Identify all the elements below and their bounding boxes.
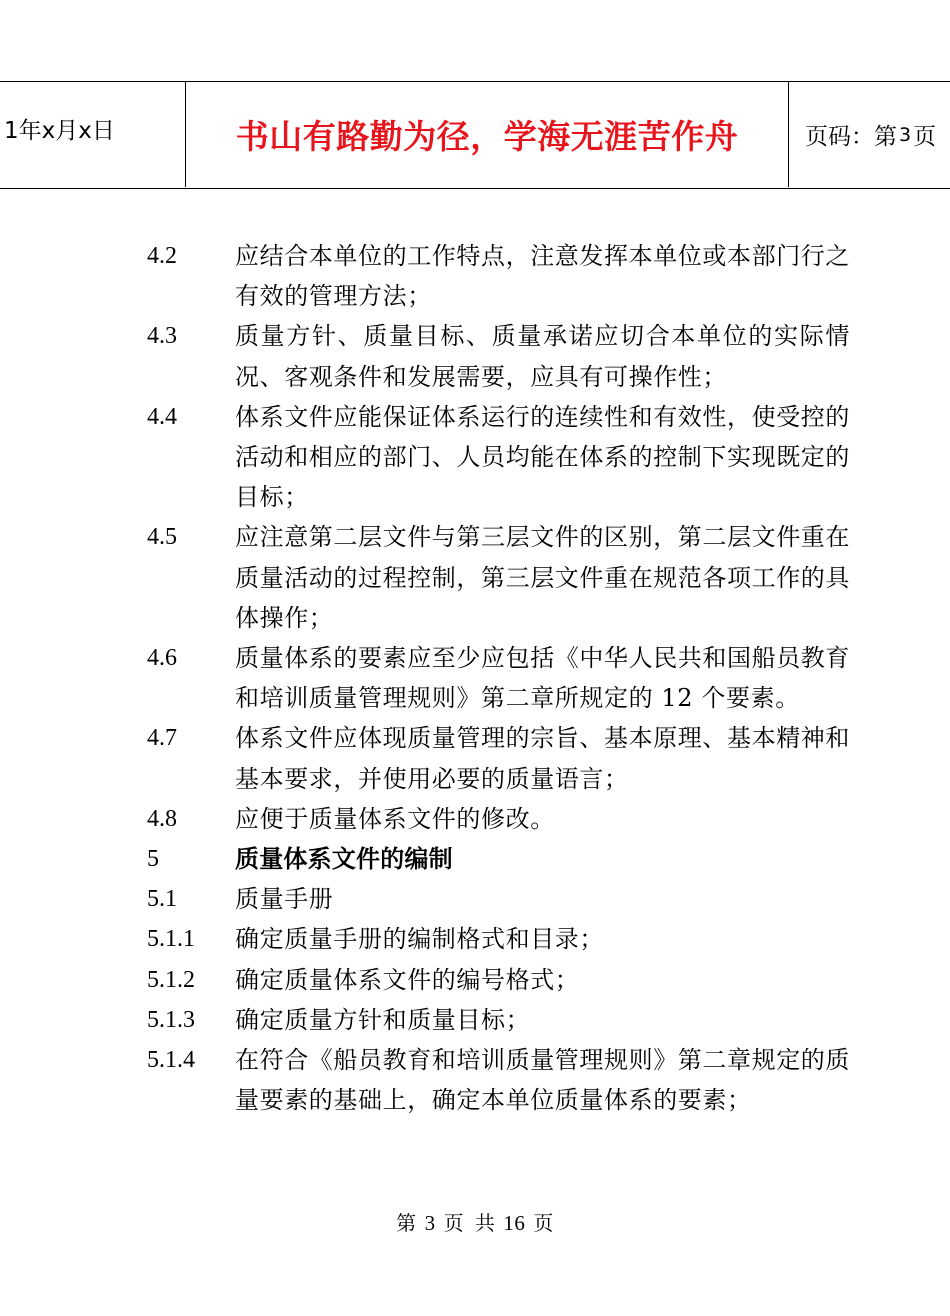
- section-number: 5: [147, 846, 159, 873]
- clause-5-1-3: [147, 1000, 850, 1040]
- clause-text: 确定质量方针和质量目标；: [235, 1005, 531, 1034]
- header-page-number: 3: [899, 123, 912, 146]
- clause-number: 4.8: [147, 805, 177, 832]
- footer-total-pages: 16: [503, 1211, 526, 1235]
- clause-number: 4.3: [147, 323, 177, 350]
- section-5-heading: [147, 839, 850, 879]
- clause-text: 体系文件应体现质量管理的宗旨、基本原理、基本精神和基本要求，并使用必要的质量语言；: [235, 724, 850, 793]
- clause-text: 确定质量手册的编制格式和目录；: [235, 925, 604, 954]
- clause-text: 应便于质量体系文件的修改。: [235, 804, 555, 833]
- clause-number: 5.1.2: [147, 966, 195, 993]
- footer-current-page: 3: [424, 1211, 436, 1235]
- clause-number: 5.1.3: [147, 1006, 195, 1033]
- clause-text: 应注意第二层文件与第三层文件的区别，第二层文件重在质量活动的过程控制，第三层文件重在规范各项工作的具体操作；: [235, 523, 850, 632]
- header-date: 1年x月x日: [4, 118, 115, 144]
- clause-number: 5.1.1: [147, 926, 195, 953]
- document-body: [147, 236, 850, 1120]
- footer-prefix: 第: [396, 1211, 417, 1235]
- clause-number: 4.6: [147, 645, 177, 672]
- clause-number: 4.7: [147, 725, 177, 752]
- clause-4-3: [147, 316, 850, 396]
- clause-text: 质量手册: [235, 885, 334, 914]
- section-title: 质量体系文件的编制: [235, 844, 453, 874]
- clause-number: 4.5: [147, 524, 177, 551]
- page-footer: [0, 1207, 950, 1236]
- footer-total-label: 共: [474, 1211, 496, 1235]
- footer-middle: 页: [443, 1211, 465, 1235]
- clause-number: 4.2: [147, 243, 177, 269]
- clause-5-1-1: [147, 919, 850, 959]
- clause-number: 4.4: [147, 403, 177, 430]
- clause-number: 5.1.4: [147, 1047, 195, 1074]
- clause-5-1-2: [147, 960, 850, 1000]
- clause-4-8: [147, 799, 850, 839]
- clause-4-7: [147, 718, 850, 798]
- header-page-suffix: 页: [913, 124, 937, 150]
- clause-5-1: [147, 879, 850, 919]
- page-header: [0, 81, 950, 189]
- clause-text: 体系文件应能保证体系运行的连续性和有效性，使受控的活动和相应的部门、人员均能在体系的控制下实现既定的目标；: [235, 402, 850, 512]
- clause-4-6: [147, 638, 850, 718]
- clause-4-2: [147, 236, 850, 316]
- clause-4-4: [147, 397, 850, 518]
- header-page-indicator: [789, 82, 950, 187]
- clause-text: 质量体系的要素应至少应包括《中华人民共和国船员教育和培训质量管理规则》第二章所规定的 12 个要素。: [235, 644, 850, 713]
- clause-text: 确定质量体系文件的编号格式；: [235, 965, 580, 994]
- header-page-label: 页码：第: [805, 124, 897, 150]
- clause-4-5: [147, 517, 850, 638]
- clause-text: 在符合《船员教育和培训质量管理规则》第二章规定的质量要素的基础上，确定本单位质量体系的要素；: [235, 1046, 850, 1115]
- clause-5-1-4: [147, 1040, 850, 1120]
- clause-number: 5.1: [147, 886, 177, 913]
- clause-text: 质量方针、质量目标、质量承诺应切合本单位的实际情况、客观条件和发展需要，应具有可操作性；: [235, 322, 850, 391]
- clause-text: 应结合本单位的工作特点，注意发挥本单位或本部门行之有效的管理方法；: [235, 242, 850, 311]
- header-motto: 书山有路勤为径，学海无涯苦作舟: [185, 82, 789, 187]
- footer-suffix: 页: [533, 1211, 554, 1235]
